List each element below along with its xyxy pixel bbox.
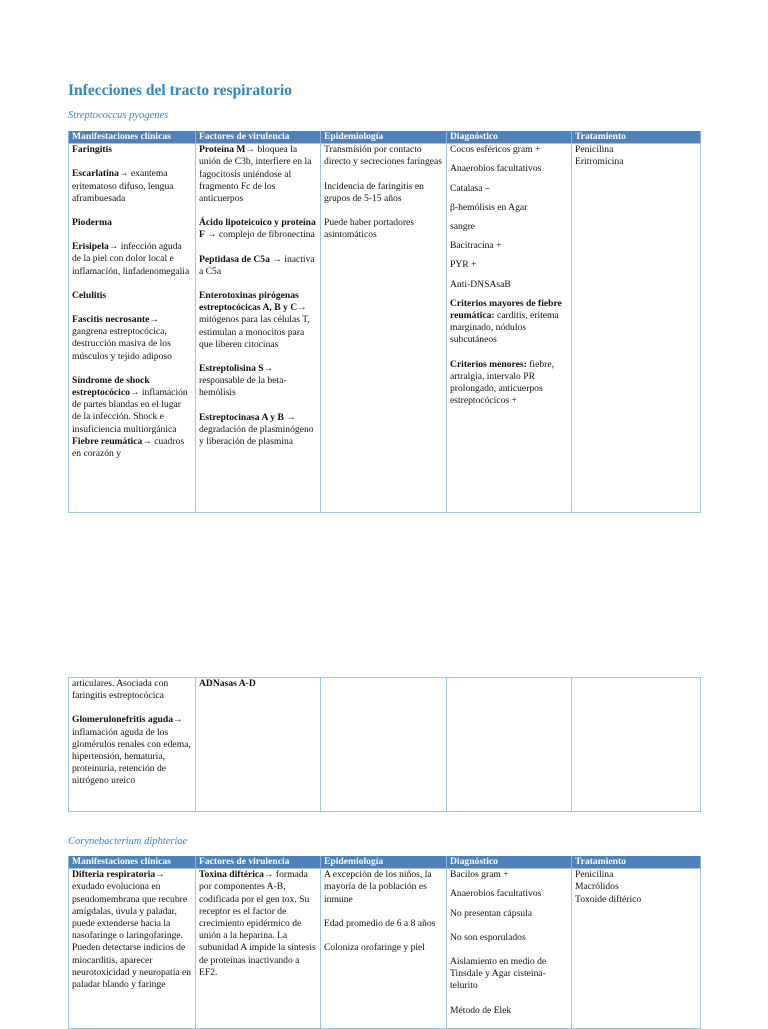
list-item: Peptidasa de C5a → inactiva a C5a <box>199 253 315 277</box>
list-item: Celulitis <box>72 289 107 301</box>
list-item: No son esporulados <box>450 931 526 943</box>
list-item: Estreptolisina S→ responsable de la beta-hemólisis <box>199 363 287 399</box>
epidemiologia-cell <box>321 869 447 1029</box>
list-item: No presentan cápsula <box>450 907 533 919</box>
table-header-row <box>69 856 701 869</box>
criterios-menores: Criterios menores: fiebre, artralgia, intervalo PR prolongado, anticuerpos estreptocócicos + <box>450 358 554 407</box>
corynebacterium-table <box>68 856 701 1029</box>
table-row <box>69 144 701 513</box>
list-item: Catalasa – <box>450 182 490 194</box>
list-item: sangre <box>450 221 476 233</box>
column-header: Epidemiología <box>321 131 447 144</box>
tratamiento-cell <box>572 678 701 812</box>
column-header: Factores de virulencia <box>196 131 321 144</box>
manifestaciones-cell <box>69 869 196 1029</box>
column-header: Tratamiento <box>572 131 701 144</box>
diagnostico-cell <box>447 869 572 1029</box>
column-header: Diagnóstico <box>447 856 572 869</box>
list-item: Difteria respiratoria→ exudado evoluciona en pseudomembrana que recubre amígdalas, úvula y paladar, puede extenderse hacia la nasofaringe o laringofaringe. Pueden detectarse indicios de miocarditis, aparecer neurotoxicidad y neuropatía en paladar blando y faringe <box>72 869 192 991</box>
list-item: Anti-DNSAsaB <box>450 278 511 290</box>
column-header: Diagnóstico <box>447 131 572 144</box>
epidemiologia-cell <box>321 144 447 513</box>
list-item: β-hemólisis en Agar <box>450 201 528 213</box>
list-item: Cocos esféricos gram + <box>450 144 541 156</box>
epidemiologia-cell <box>321 678 447 812</box>
list-item: Método de Elek <box>450 1004 512 1016</box>
list-item: Coloniza orofaringe y piel <box>324 942 425 954</box>
section-title-streptococcus: Streptococcus pyogenes <box>68 110 169 121</box>
list-item: Bacilos gram + <box>450 869 509 881</box>
list-item: Eritromicina <box>575 156 624 168</box>
streptococcus-table-continuation <box>68 677 701 812</box>
factores-cell <box>196 869 321 1029</box>
list-item: Edad promedio de 6 a 8 años <box>324 917 436 929</box>
list-item: Penicilina <box>575 869 614 881</box>
diagnostico-cell <box>447 144 572 513</box>
list-item: A excepción de los niños, la mayoría de la población es inmune <box>324 869 432 905</box>
streptococcus-table <box>68 131 701 513</box>
list-item: Síndrome de shock estreptocócico→ inflamación de partes blandas en el lugar de la infección. Shock e insuficiencia multiorgánica <box>72 374 188 435</box>
tratamiento-cell <box>572 869 701 1029</box>
list-item: Fiebre reumática→ cuadros en corazón y <box>72 435 185 460</box>
column-header: Tratamiento <box>572 856 701 869</box>
list-item: Glomerulonefritis aguda→ inflamación aguda de los glomérulos renales con edema, hipertensión, hematuria, proteinuria, retención de nitrógeno ureico <box>72 714 191 787</box>
section-title-corynebacterium: Corynebacterium diphteriae <box>68 836 188 847</box>
list-item: Puede haber portadores asintomáticos <box>324 217 415 241</box>
list-item: Enterotoxinas pirógenas estreptocócicas A, B y C→ mitógenos para las células T, estimulan a monocitos para que liberen citocinas <box>199 290 310 350</box>
list-item: Macrólidos <box>575 881 619 893</box>
tratamiento-cell <box>572 144 701 513</box>
list-item: articulares. Asociada con faringitis estreptocócica <box>72 678 169 702</box>
list-item: Estreptocinasa A y B → degradación de plasminógeno y liberación de plasmina <box>199 411 314 448</box>
list-item: Anaerobios facultativos <box>450 888 542 900</box>
table-header-row <box>69 131 701 144</box>
diagnostico-cell <box>447 678 572 812</box>
list-item: Fascitis necrosante→ gangrena estreptocócica, destrucción masiva de los músculos y tejido adiposo <box>72 314 172 362</box>
list-item: Penicilina <box>575 144 614 156</box>
list-item: Faringitis <box>72 144 112 156</box>
list-item: Erisipela→ infección aguda de la piel con dolor local e inflamación, linfadenomegalia <box>72 241 190 277</box>
list-item: Pioderma <box>72 217 112 229</box>
factores-cell <box>196 678 321 812</box>
list-item: Toxoide diftérico <box>575 893 642 905</box>
column-header: Manifestaciones clínicas <box>69 131 196 144</box>
column-header: Manifestaciones clínicas <box>69 856 196 869</box>
table-row <box>69 869 701 1029</box>
list-item: Transmisión por contacto directo y secreciones faríngeas <box>324 144 442 168</box>
list-item: Anaerobios facultativos <box>450 163 542 175</box>
list-item: Toxina diftérica→ formada por componentes A-B, codificada por el gen tox. Su receptor es el factor de crecimiento epidérmico de unión a la heparina. La subunidad A impide la síntesis de proteínas inactivando a EF2. <box>199 869 316 978</box>
list-item: Aislamiento en medio de Tinsdale y Agar cisteína-telurito <box>450 956 547 992</box>
column-header: Epidemiología <box>321 856 447 869</box>
list-item: Incidencia de faringitis en grupos de 5-15 años <box>324 180 424 204</box>
list-item: PYR + <box>450 259 477 271</box>
list-item: Proteína M→ bloquea la unión de C3b, interfiere en la fagocitosis uniéndose al fragmento Fc de los anticuerpos <box>199 144 312 205</box>
list-item: ADNasas A-D <box>199 678 256 689</box>
list-item: Escarlatina→ exantema eritematoso difuso, lengua aframbuesada <box>72 168 174 204</box>
list-item: Ácido lipoteicoico y proteína F → complejo de fibronectina <box>199 217 316 241</box>
column-header: Factores de virulencia <box>196 856 321 869</box>
list-item: Bacitracina + <box>450 240 502 252</box>
manifestaciones-cell <box>69 144 196 513</box>
table-row <box>69 678 701 812</box>
page-title: Infecciones del tracto respiratorio <box>68 82 292 99</box>
criterios-mayores: Criterios mayores de fiebre reumática: carditis, eritema marginado, nódulos subcutáneos <box>450 297 562 346</box>
factores-cell <box>196 144 321 513</box>
manifestaciones-cell <box>69 678 196 812</box>
